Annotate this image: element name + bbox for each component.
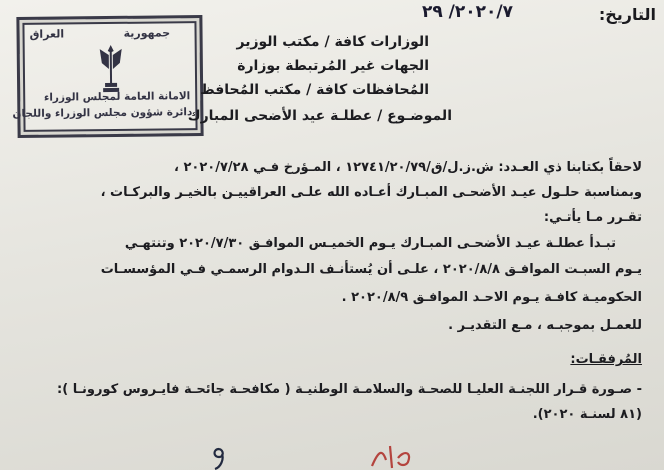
body-paragraph-7: للعمـل بموجبـه ، مـع التقديـر . <box>448 318 642 333</box>
addressee-ministries: الوزارات كافة / مكتب الوزير <box>236 34 429 50</box>
body-paragraph-3: تقـرر مـا يأتـي: <box>543 210 642 225</box>
attachment-item-2: (٨١ لسنـة ٢٠٢٠). <box>532 407 642 422</box>
date-value: ٢٠٢٠/٧/ ٢٩ <box>422 2 513 22</box>
body-paragraph-1: لاحقاً بكتابنا ذي العـدد: ش.ز.ل/ق/١٢٧٤١/٢٠/٧٩ ، المـؤرخ فـي ٢٠٢٠/٧/٢٨ ، <box>174 160 642 175</box>
attachments-heading: المُرفقـات: <box>570 352 642 367</box>
attachment-item-1: - صـورة قـرار اللجنـة العليـا للصحـة والسلامـة الوطنيـة ( مكافحـة جائحـة فايـروس كورونـا ): <box>57 382 642 397</box>
stamp-secretariat: الامانة العامة لمجلس الوزراء <box>43 90 191 104</box>
stamp-department: دائرة شؤون مجلس الوزراء واللجان <box>12 106 193 121</box>
body-paragraph-6: الحكوميـة كافـة يـوم الاحـد الموافـق ٢٠٢٠/٨/٩ . <box>341 290 642 305</box>
date-label: التاريخ: <box>598 5 656 24</box>
handwritten-mark-icon <box>205 445 235 470</box>
addressee-entities: الجهات غير المُرتبطة بوزارة <box>237 58 429 74</box>
official-stamp <box>12 15 203 138</box>
stamp-country: العراق <box>29 27 65 41</box>
addressee-governorates: المُحافظات كافة / مكتب المُحافظ <box>200 82 429 98</box>
date-row <box>416 2 656 28</box>
body-paragraph-5: يـوم السبـت الموافـق ٢٠٢٠/٨/٨ ، علـى أن يُستأنـف الـدوام الرسمـي فـي المؤسسـات <box>100 262 642 277</box>
red-initials-icon <box>368 440 428 470</box>
subject-line: الموضـوع / عطلـة عيد الأضحى المبارك <box>187 108 452 124</box>
body-paragraph-4: تبـدأ عطلـة عيـد الأضحـى المبـارك يـوم الخميـس الموافـق ٢٠٢٠/٧/٣٠ وتنتهـي <box>124 236 616 251</box>
body-paragraph-2: وبمناسبة حلـول عيـد الأضحـى المبـارك أعـاده الله علـى العراقييـن بالخيـر والبركـات ، <box>100 185 642 200</box>
eagle-emblem-icon <box>98 43 125 95</box>
stamp-republic: جمهورية <box>123 26 171 40</box>
